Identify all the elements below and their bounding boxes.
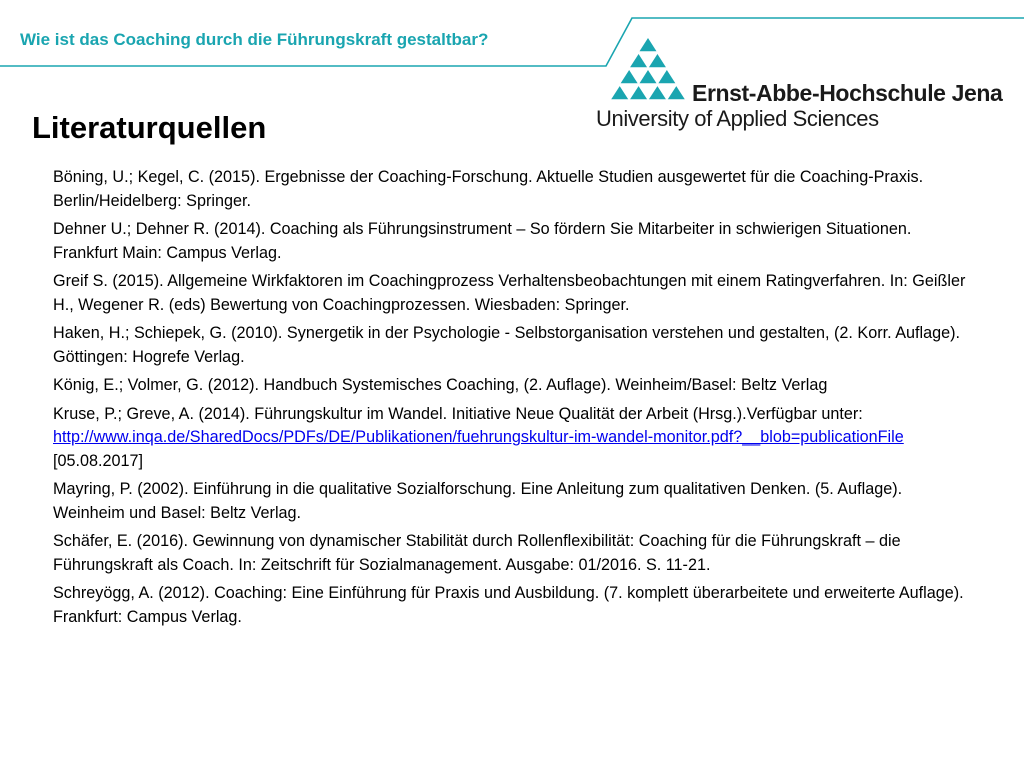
reference-list	[53, 166, 973, 634]
reference-item	[53, 322, 973, 369]
reference-item	[53, 530, 973, 577]
reference-access-date: [05.08.2017]	[53, 451, 144, 470]
reference-item	[53, 478, 973, 525]
reference-item	[53, 374, 973, 398]
reference-text: König, E.; Volmer, G. (2012). Handbuch Systemisches Coaching, (2. Auflage). Weinheim/Basel: Beltz Verlag	[53, 376, 828, 394]
reference-text: Kruse, P.; Greve, A. (2014). Führungskultur im Wandel. Initiative Neue Qualität der Arbeit (Hrsg.).Verfügbar unter:	[53, 404, 863, 423]
reference-item	[53, 582, 973, 629]
reference-text: Mayring, P. (2002). Einführung in die qualitative Sozialforschung. Eine Anleitung zum qualitativen Denken. (5. Auflage). Weinheim und Basel: Beltz Verlag.	[53, 480, 903, 522]
page-title: Literaturquellen	[32, 110, 267, 145]
reference-text: Schäfer, E. (2016). Gewinnung von dynamischer Stabilität durch Rollenflexibilität: Coaching für die Führungskraft – die Führungskraft als Coach. In: Zeitschrift für Sozialmanagement. Ausgabe: 01/2016. S. 11-21.	[53, 532, 901, 574]
reference-item	[53, 270, 973, 317]
reference-text: Böning, U.; Kegel, C. (2015). Ergebnisse der Coaching-Forschung. Aktuelle Studien ausgewertet für die Coaching-Praxis. Berlin/Heidelberg: Springer.	[53, 168, 924, 210]
reference-text: Dehner U.; Dehner R. (2014). Coaching als Führungsinstrument – So fördern Sie Mitarbeiter in schwierigen Situationen. Frankfurt Main: Campus Verlag.	[53, 220, 912, 262]
logo-name: Ernst-Abbe-Hochschule Jena	[692, 80, 1003, 106]
reference-link[interactable]: http://www.inqa.de/SharedDocs/PDFs/DE/Publikationen/fuehrungskultur-im-wandel-monitor.pdf?__blob=publicationFile	[53, 428, 904, 446]
reference-text: Greif S. (2015). Allgemeine Wirkfaktoren im Coachingprozess Verhaltensbeobachtungen mit einem Ratingverfahren. In: Geißler H., Wegener R. (eds) Bewertung von Coachingprozessen. Wiesbaden: Springer.	[53, 272, 966, 314]
reference-text: Schreyögg, A. (2012). Coaching: Eine Einführung für Praxis und Ausbildung. (7. komplett überarbeitete und erweiterte Auflage). Frankfurt: Campus Verlag.	[53, 584, 964, 626]
reference-item	[53, 403, 973, 474]
logo-subtitle: University of Applied Sciences	[596, 106, 879, 131]
header-title: Wie ist das Coaching durch die Führungskraft gestaltbar?	[20, 30, 489, 49]
logo-triangle-icon	[610, 38, 686, 104]
reference-text: Haken, H.; Schiepek, G. (2010). Synergetik in der Psychologie - Selbstorganisation verstehen und gestalten, (2. Korr. Auflage). Göttingen: Hogrefe Verlag.	[53, 324, 960, 366]
reference-item	[53, 218, 973, 265]
reference-item	[53, 166, 973, 213]
